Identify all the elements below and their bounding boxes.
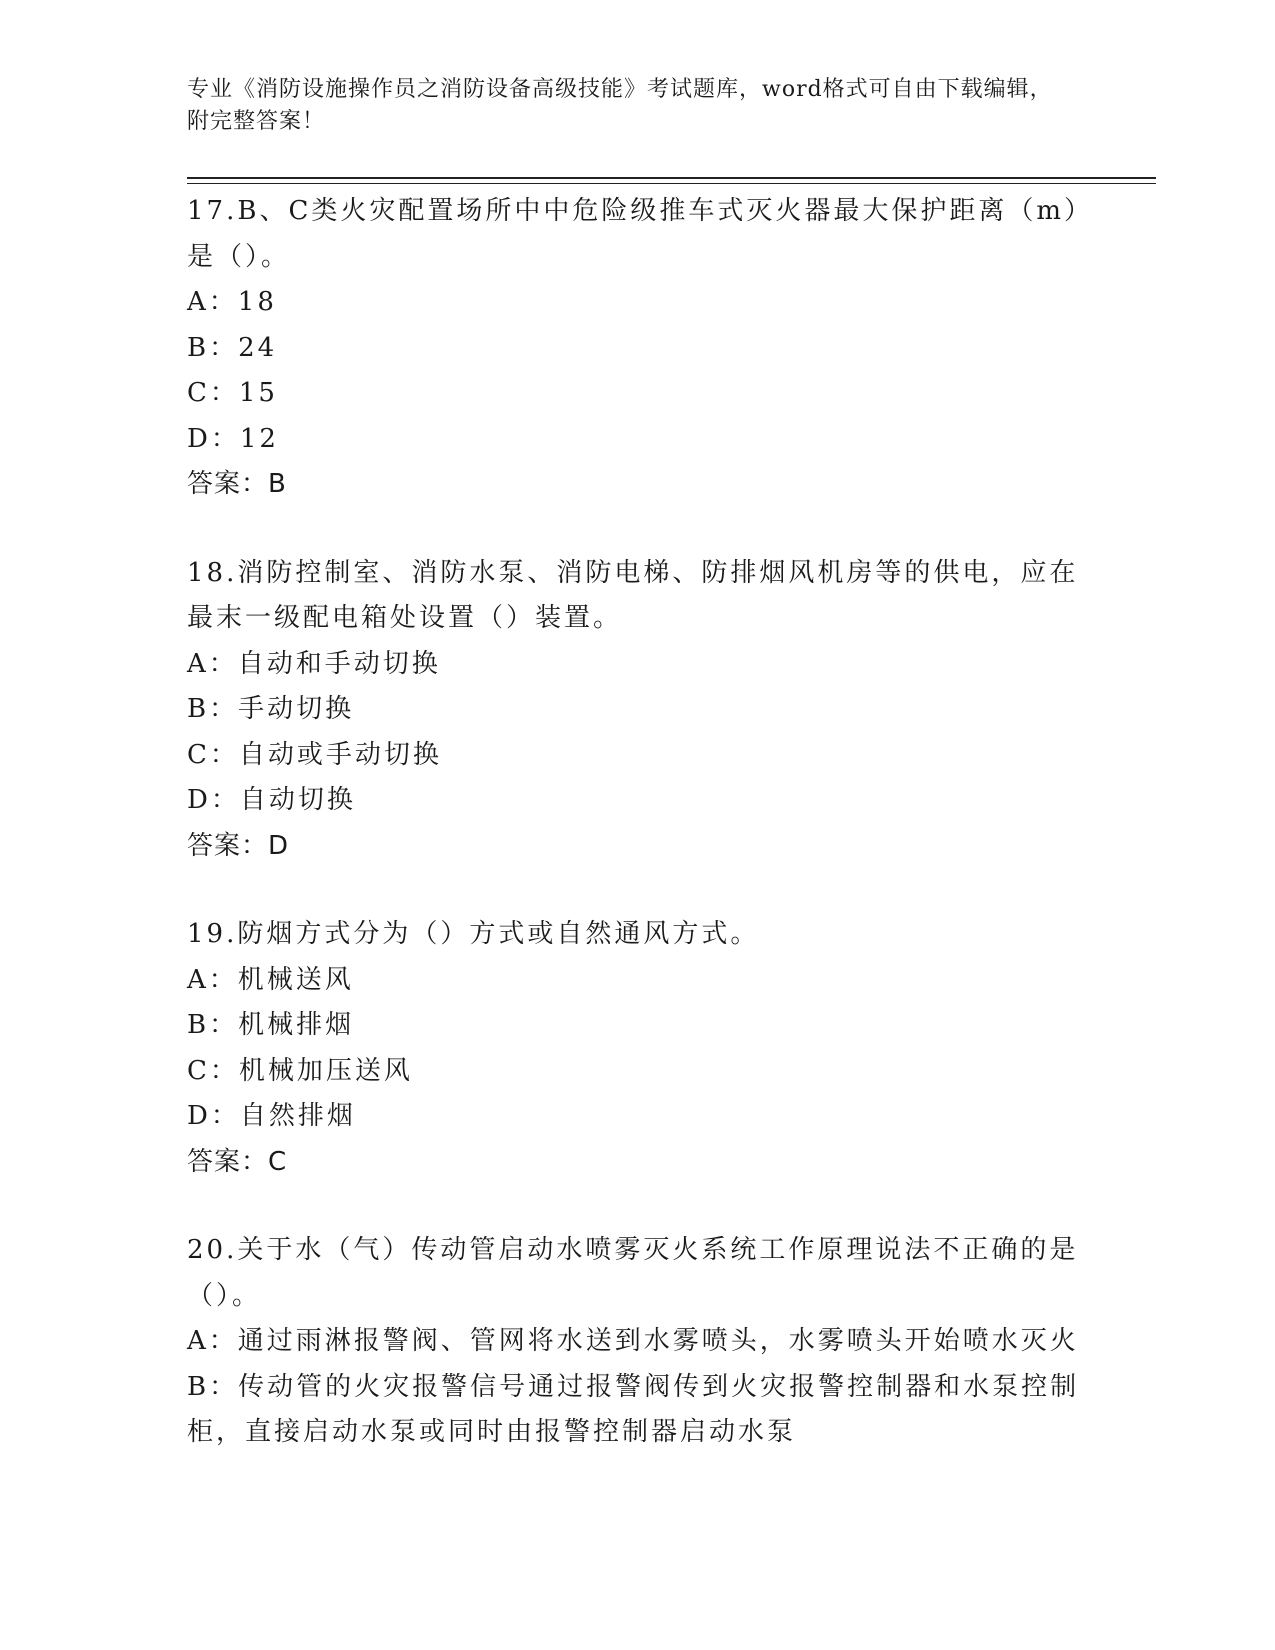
question-stem-line: 最末一级配电箱处设置（）装置。: [187, 603, 623, 633]
answer-line: 答案：C: [187, 1146, 288, 1177]
header-divider-thick: [187, 177, 1156, 179]
question-list: [187, 189, 1094, 1456]
header-divider-thin: [187, 183, 1156, 184]
question-17: [187, 189, 1094, 508]
question-stem-line: 19.防烟方式分为（）方式或自然通风方式。: [187, 919, 760, 949]
option-b: B：传动管的火灾报警信号通过报警阀传到火灾报警控制器和水泵控制: [187, 1371, 1080, 1402]
option-d: D：12: [187, 423, 279, 454]
question-20: [187, 1228, 1087, 1456]
option-b-continued: 柜，直接启动水泵或同时由报警控制器启动水泵: [187, 1417, 797, 1447]
option-c: C：自动或手动切换: [187, 739, 442, 770]
option-d: D：自动切换: [187, 785, 356, 815]
document-intro: 专业《消防设施操作员之消防设备高级技能》考试题库，word格式可自由下载编辑，附完整答案！: [187, 77, 1053, 134]
question-18: [187, 551, 1087, 870]
question-stem-line: 20.关于水（气）传动管启动水喷雾灭火系统工作原理说法不正确的是: [187, 1235, 1079, 1265]
option-b: B：机械排烟: [187, 1010, 355, 1040]
option-a: A：机械送风: [187, 964, 354, 995]
question-19: [187, 912, 1087, 1185]
option-a: A：通过雨淋报警阀、管网将水送到水雾喷头，水雾喷头开始喷水灭火: [187, 1326, 1079, 1356]
option-c: C：机械加压送风: [187, 1055, 413, 1086]
question-stem-line: （）。: [187, 1280, 262, 1311]
option-a: A：18: [187, 287, 277, 317]
answer-line: 答案：B: [187, 469, 287, 499]
question-stem-line: 17.B、C类火灾配置场所中中危险级推车式灭火器最大保护距离（m）: [187, 196, 1094, 226]
answer-line: 答案：D: [187, 830, 290, 861]
question-stem-line: 18.消防控制室、消防水泵、消防电梯、防排烟风机房等的供电，应在: [187, 557, 1079, 588]
question-stem-line: 是（）。: [187, 241, 291, 272]
option-a: A：自动和手动切换: [187, 648, 441, 679]
option-b: B：24: [187, 332, 278, 363]
option-d: D：自然排烟: [187, 1101, 356, 1131]
option-b: B：手动切换: [187, 694, 355, 724]
option-c: C：15: [187, 378, 278, 408]
